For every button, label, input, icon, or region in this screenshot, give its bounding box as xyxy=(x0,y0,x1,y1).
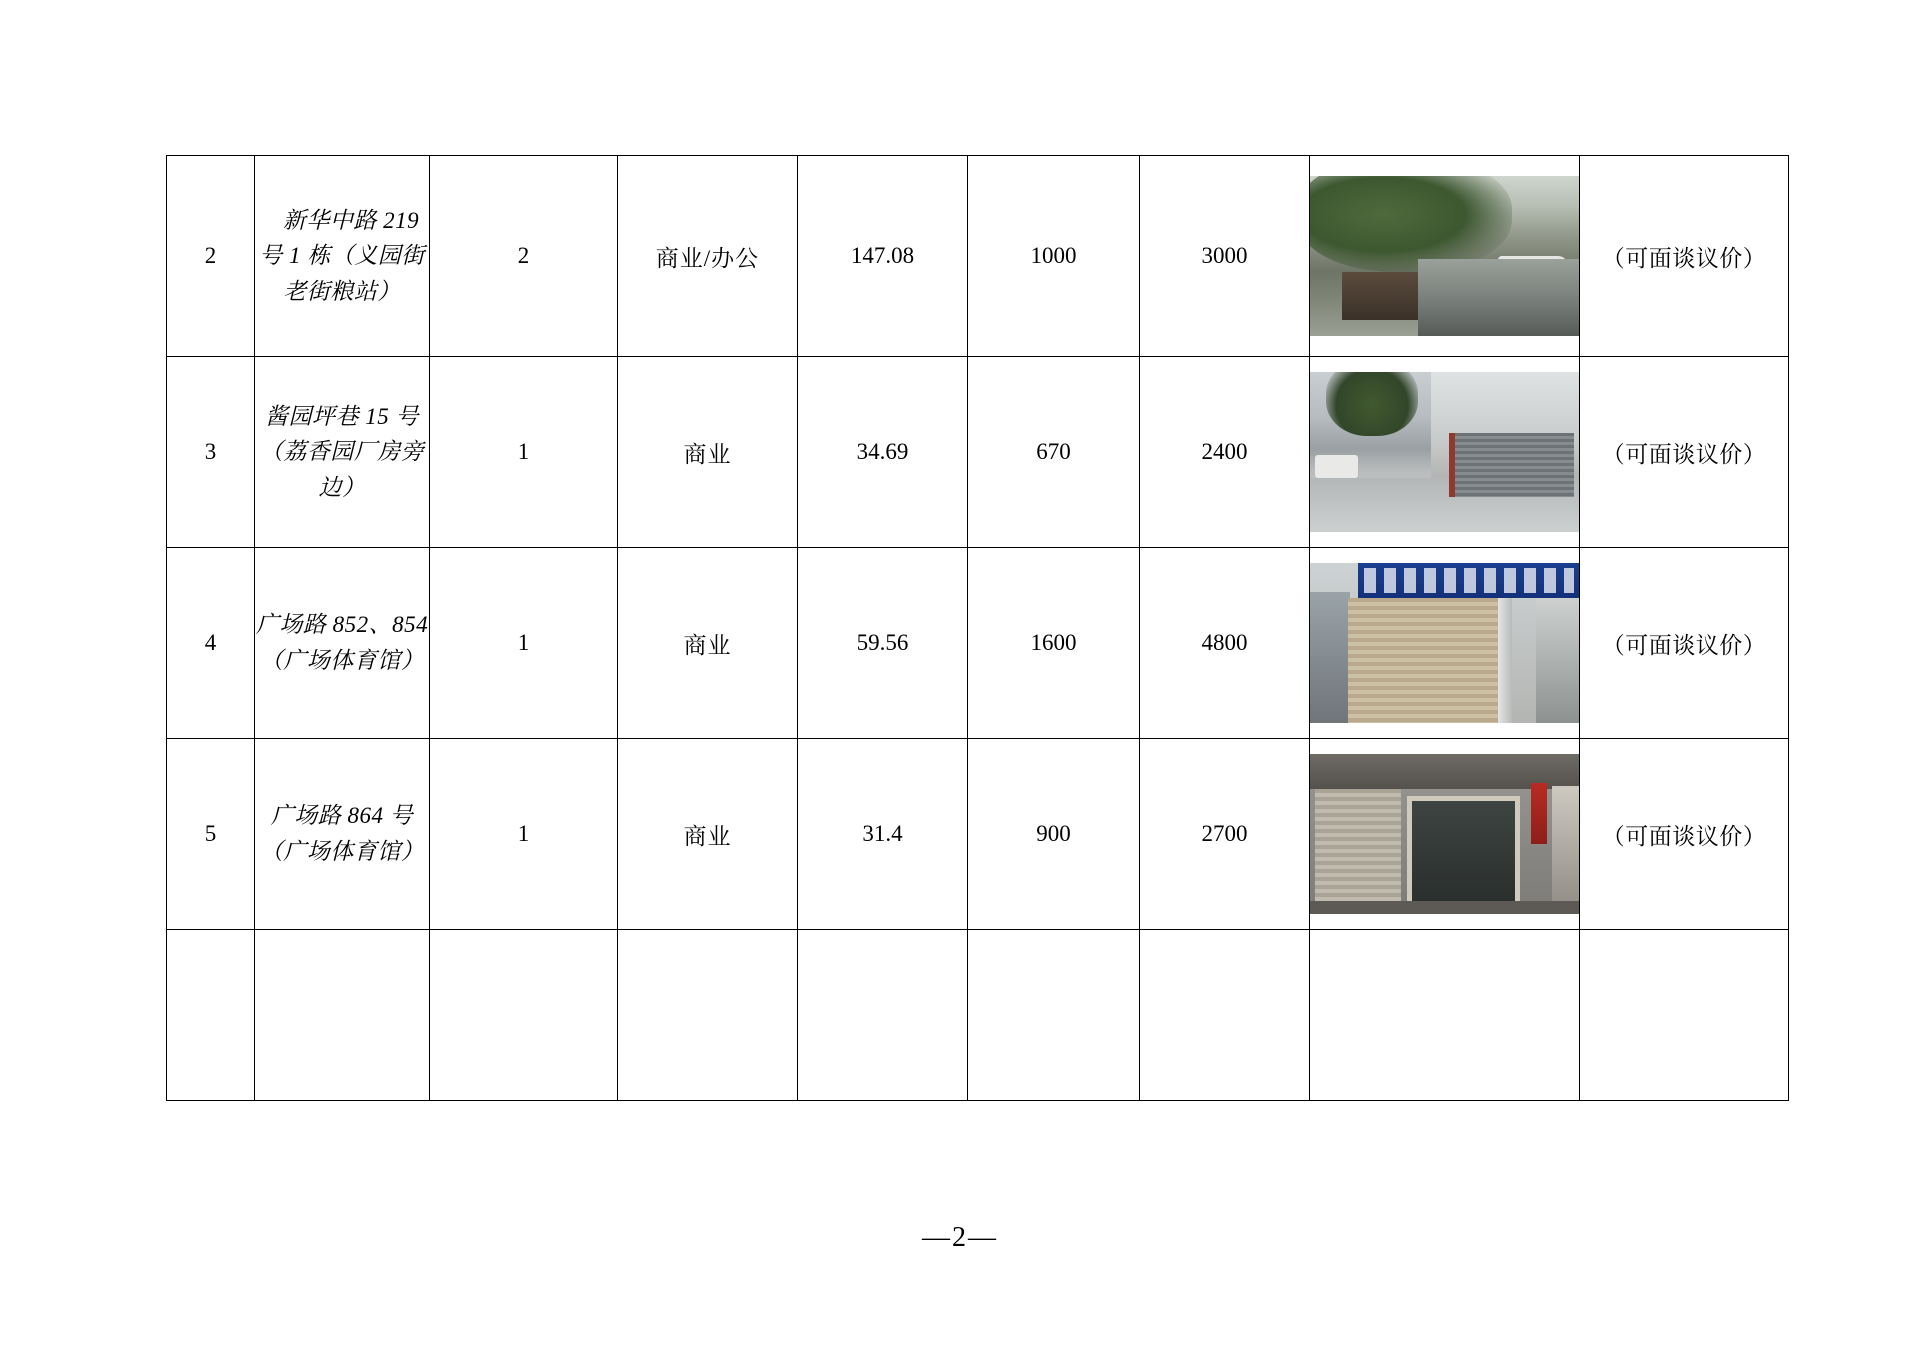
row-area: 31.4 xyxy=(798,739,968,930)
row-note: （可面谈议价） xyxy=(1580,156,1789,357)
row-photo-cell xyxy=(1310,156,1580,357)
row-address: 广场路 864 号（广场体育馆） xyxy=(255,739,430,930)
row-total-price: 4800 xyxy=(1140,548,1310,739)
row-total-price: 2700 xyxy=(1140,739,1310,930)
table-row xyxy=(167,548,1789,739)
row-total-price: 3000 xyxy=(1140,156,1310,357)
row-address: 新华中路 219 号 1 栋（义园街老街粮站） xyxy=(255,156,430,357)
table-row xyxy=(167,357,1789,548)
row-number: 2 xyxy=(167,156,255,357)
spacer-cell xyxy=(167,930,255,1101)
spacer-cell xyxy=(1140,930,1310,1101)
table-row-spacer xyxy=(167,930,1789,1101)
row-area: 147.08 xyxy=(798,156,968,357)
spacer-cell xyxy=(1580,930,1789,1101)
street-with-rolling-shutters-photo xyxy=(1310,372,1579,532)
row-address: 广场路 852、854（广场体育馆） xyxy=(255,548,430,739)
row-unit-price: 900 xyxy=(968,739,1140,930)
row-total-price: 2400 xyxy=(1140,357,1310,548)
row-number: 3 xyxy=(167,357,255,548)
shopfront-with-glass-doors-photo xyxy=(1310,754,1579,914)
row-photo-cell xyxy=(1310,739,1580,930)
row-count: 1 xyxy=(430,739,618,930)
row-type: 商业 xyxy=(618,357,798,548)
spacer-cell xyxy=(430,930,618,1101)
row-note: （可面谈议价） xyxy=(1580,548,1789,739)
row-unit-price: 1600 xyxy=(968,548,1140,739)
spacer-cell xyxy=(255,930,430,1101)
table-row xyxy=(167,739,1789,930)
row-number: 4 xyxy=(167,548,255,739)
row-type: 商业/办公 xyxy=(618,156,798,357)
row-note: （可面谈议价） xyxy=(1580,357,1789,548)
row-area: 59.56 xyxy=(798,548,968,739)
row-type: 商业 xyxy=(618,739,798,930)
row-unit-price: 1000 xyxy=(968,156,1140,357)
row-count: 1 xyxy=(430,548,618,739)
table-row xyxy=(167,156,1789,357)
row-photo-cell xyxy=(1310,548,1580,739)
row-count: 1 xyxy=(430,357,618,548)
row-type: 商业 xyxy=(618,548,798,739)
spacer-cell xyxy=(968,930,1140,1101)
street-with-tree-and-scooter-photo xyxy=(1310,176,1579,336)
row-unit-price: 670 xyxy=(968,357,1140,548)
property-listing-table xyxy=(166,155,1789,1101)
spacer-cell xyxy=(798,930,968,1101)
page-number: —2— xyxy=(922,1222,998,1253)
spacer-cell xyxy=(618,930,798,1101)
row-area: 34.69 xyxy=(798,357,968,548)
row-count: 2 xyxy=(430,156,618,357)
row-note: （可面谈议价） xyxy=(1580,739,1789,930)
row-address: 酱园坪巷 15 号（荔香园厂房旁边） xyxy=(255,357,430,548)
row-photo-cell xyxy=(1310,357,1580,548)
spacer-cell xyxy=(1310,930,1580,1101)
row-number: 5 xyxy=(167,739,255,930)
shop-with-blue-signage-photo xyxy=(1310,563,1579,723)
